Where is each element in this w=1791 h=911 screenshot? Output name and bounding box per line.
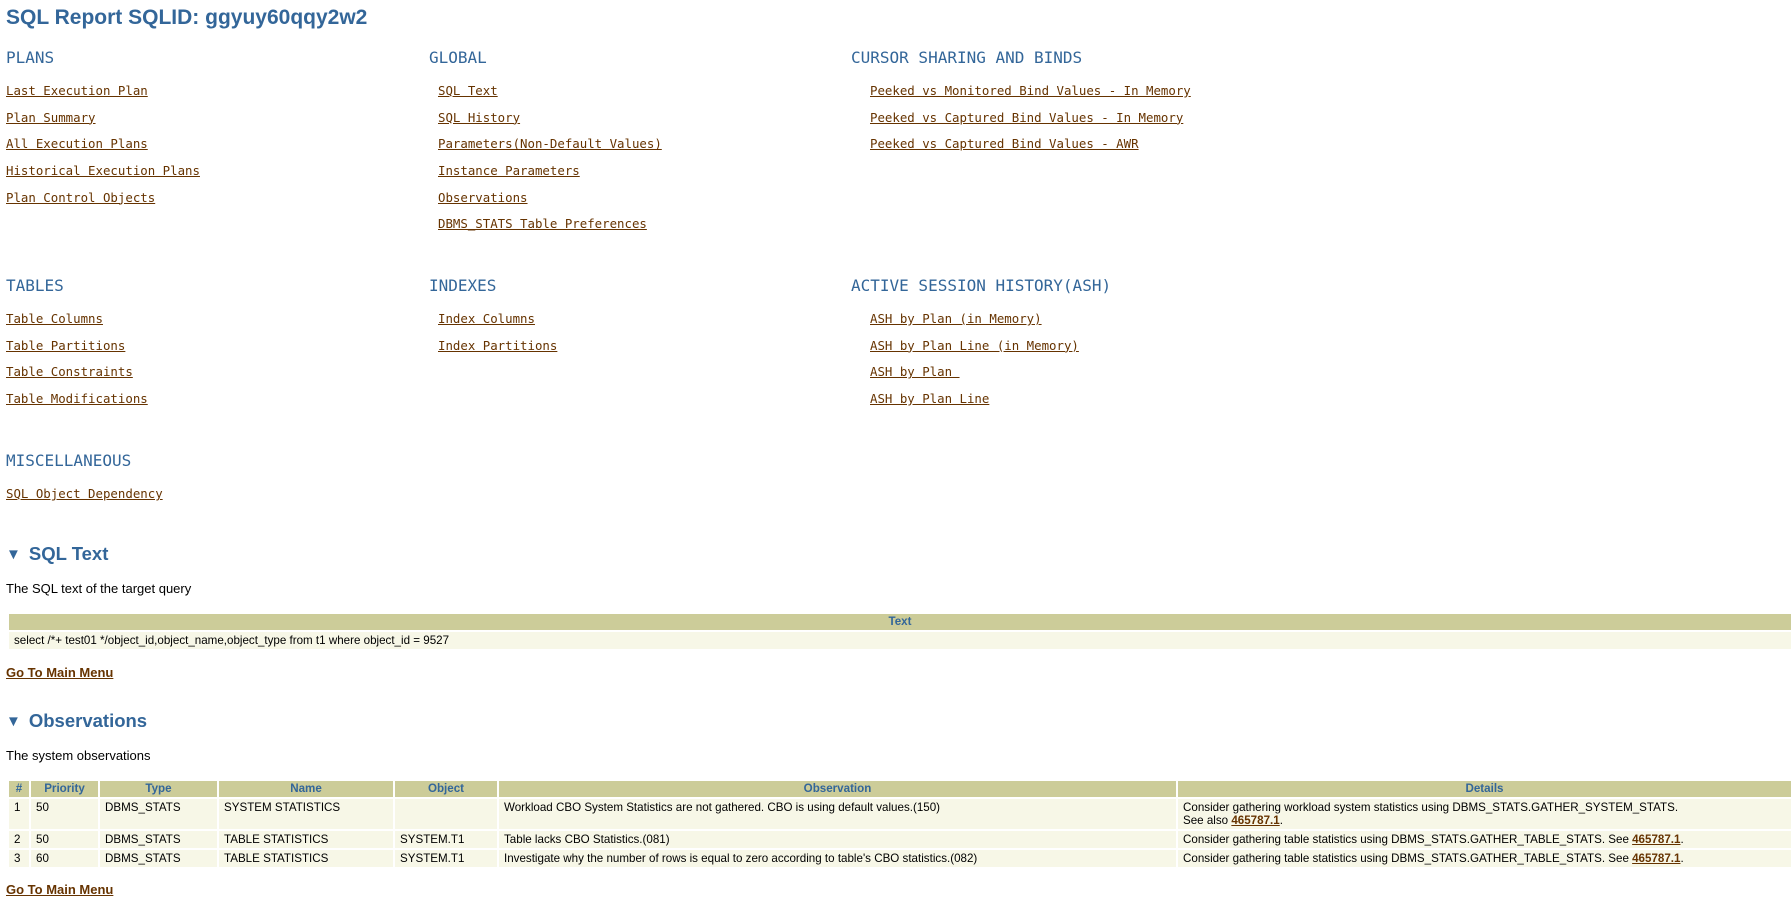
observations-heading-label: Observations bbox=[28, 710, 148, 731]
sql-text-heading-label: SQL Text bbox=[28, 543, 109, 564]
cell-type: DBMS_STATS bbox=[100, 831, 217, 848]
column-header-type: Type bbox=[100, 781, 217, 797]
note-link[interactable]: 465787.1 bbox=[1632, 833, 1681, 846]
menu-heading-misc: MISCELLANEOUS bbox=[6, 451, 132, 470]
menu-section-indexes bbox=[429, 275, 557, 359]
page-title: SQL Report SQLID: ggyuy60qqy2w2 bbox=[6, 6, 368, 29]
menu-link-plan-summary[interactable]: Plan Summary bbox=[6, 109, 96, 125]
menu-heading-indexes: INDEXES bbox=[429, 276, 497, 295]
details-suffix: . bbox=[1279, 814, 1283, 827]
menu-heading-plans: PLANS bbox=[6, 48, 55, 67]
column-header-text: Text bbox=[9, 614, 1791, 630]
menu-section-cursor-sharing bbox=[851, 47, 1191, 158]
cell-name: TABLE STATISTICS bbox=[219, 831, 393, 848]
go-to-main-menu-link[interactable]: Go To Main Menu bbox=[6, 665, 114, 680]
table-row bbox=[9, 850, 1791, 867]
cell-object: SYSTEM.T1 bbox=[395, 850, 497, 867]
table-row bbox=[9, 831, 1791, 848]
menu-link-sql-history[interactable]: SQL History bbox=[438, 109, 521, 125]
cell-num: 2 bbox=[9, 831, 29, 848]
menu-heading-cursor-sharing: CURSOR SHARING AND BINDS bbox=[851, 48, 1083, 67]
cell-details bbox=[1178, 831, 1791, 848]
column-header-name: Name bbox=[219, 781, 393, 797]
menu-link-table-partitions[interactable]: Table Partitions bbox=[6, 337, 126, 353]
menu-link-ash-by-plan-line[interactable]: ASH by Plan Line bbox=[870, 391, 990, 407]
menu-link-all-execution-plans[interactable]: All Execution Plans bbox=[6, 136, 148, 152]
cell-type: DBMS_STATS bbox=[100, 799, 217, 829]
table-header-row bbox=[9, 781, 1791, 797]
details-text: Consider gathering table statistics using DBMS_STATS.GATHER_TABLE_STATS. See bbox=[1183, 852, 1633, 865]
menu-link-historical-execution-plans[interactable]: Historical Execution Plans bbox=[6, 163, 200, 179]
sql-text-value: select /*+ test01 */object_id,object_name,object_type from t1 where object_id = 9527 bbox=[9, 632, 1791, 649]
cell-priority: 50 bbox=[31, 799, 98, 829]
menu-link-sql-text[interactable]: SQL Text bbox=[438, 83, 498, 98]
menu-section-global bbox=[429, 47, 662, 238]
note-link[interactable]: 465787.1 bbox=[1632, 852, 1681, 865]
observations-table bbox=[7, 779, 1791, 869]
menu-link-parameters-non-default[interactable]: Parameters(Non-Default Values) bbox=[438, 136, 662, 152]
observations-section-heading[interactable] bbox=[6, 710, 147, 732]
cell-name: SYSTEM STATISTICS bbox=[219, 799, 393, 829]
menu-link-ash-by-plan[interactable]: ASH by Plan bbox=[870, 364, 960, 380]
cell-type: DBMS_STATS bbox=[100, 850, 217, 867]
menu-link-dbms-stats-table-preferences[interactable]: DBMS_STATS Table Preferences bbox=[438, 216, 647, 232]
details-suffix: . bbox=[1680, 833, 1684, 846]
menu-heading-global: GLOBAL bbox=[429, 48, 487, 67]
cell-num: 1 bbox=[9, 799, 29, 829]
cell-priority: 50 bbox=[31, 831, 98, 848]
menu-section-plans bbox=[6, 47, 200, 211]
details-see-also: See also bbox=[1183, 814, 1232, 827]
menu-link-table-columns[interactable]: Table Columns bbox=[6, 311, 103, 326]
menu-link-ash-by-plan-line-memory[interactable]: ASH by Plan Line (in Memory) bbox=[870, 337, 1079, 353]
menu-link-last-execution-plan[interactable]: Last Execution Plan bbox=[6, 83, 148, 98]
menu-link-plan-control-objects[interactable]: Plan Control Objects bbox=[6, 189, 156, 205]
table-row bbox=[9, 799, 1791, 829]
menu-link-peeked-vs-captured-awr[interactable]: Peeked vs Captured Bind Values - AWR bbox=[870, 136, 1139, 152]
details-text: Consider gathering workload system statistics using DBMS_STATS.GATHER_SYSTEM_STATS. bbox=[1183, 801, 1679, 814]
go-to-main-menu-link[interactable]: Go To Main Menu bbox=[6, 882, 114, 897]
cell-num: 3 bbox=[9, 850, 29, 867]
cell-observation: Table lacks CBO Statistics.(081) bbox=[499, 831, 1176, 848]
menu-link-ash-by-plan-memory[interactable]: ASH by Plan (in Memory) bbox=[870, 311, 1042, 326]
menu-link-peeked-vs-monitored-memory[interactable]: Peeked vs Monitored Bind Values - In Memory bbox=[870, 83, 1191, 98]
menu-link-index-partitions[interactable]: Index Partitions bbox=[438, 337, 558, 353]
collapse-triangle-icon[interactable]: ▼ bbox=[6, 712, 21, 730]
menu-heading-ash: ACTIVE SESSION HISTORY(ASH) bbox=[851, 276, 1112, 295]
menu-link-instance-parameters[interactable]: Instance Parameters bbox=[438, 163, 580, 179]
menu-link-peeked-vs-captured-memory[interactable]: Peeked vs Captured Bind Values - In Memory bbox=[870, 109, 1184, 125]
collapse-triangle-icon[interactable]: ▼ bbox=[6, 545, 21, 563]
note-link[interactable]: 465787.1 bbox=[1231, 814, 1280, 827]
menu-section-ash bbox=[851, 275, 1111, 413]
cell-observation: Investigate why the number of rows is equal to zero according to table's CBO statistics.(082) bbox=[499, 850, 1176, 867]
column-header-details: Details bbox=[1178, 781, 1791, 797]
column-header-object: Object bbox=[395, 781, 497, 797]
sql-text-table bbox=[7, 612, 1791, 651]
column-header-observation: Observation bbox=[499, 781, 1176, 797]
menu-section-misc bbox=[6, 450, 163, 508]
sql-text-section-heading[interactable] bbox=[6, 543, 108, 565]
cell-priority: 60 bbox=[31, 850, 98, 867]
menu-link-sql-object-dependency[interactable]: SQL Object Dependency bbox=[6, 486, 163, 501]
cell-details bbox=[1178, 850, 1791, 867]
cell-name: TABLE STATISTICS bbox=[219, 850, 393, 867]
menu-heading-tables: TABLES bbox=[6, 276, 64, 295]
observations-description: The system observations bbox=[6, 748, 151, 763]
menu-link-table-constraints[interactable]: Table Constraints bbox=[6, 364, 133, 380]
column-header-num: # bbox=[9, 781, 29, 797]
menu-link-table-modifications[interactable]: Table Modifications bbox=[6, 391, 148, 407]
cell-observation: Workload CBO System Statistics are not gathered. CBO is using default values.(150) bbox=[499, 799, 1176, 829]
menu-link-index-columns[interactable]: Index Columns bbox=[438, 311, 535, 326]
details-text: Consider gathering table statistics using DBMS_STATS.GATHER_TABLE_STATS. See bbox=[1183, 833, 1633, 846]
sql-text-description: The SQL text of the target query bbox=[6, 581, 192, 596]
cell-object bbox=[395, 799, 497, 829]
menu-section-tables bbox=[6, 275, 148, 413]
menu-link-observations[interactable]: Observations bbox=[438, 189, 528, 205]
cell-object: SYSTEM.T1 bbox=[395, 831, 497, 848]
column-header-priority: Priority bbox=[31, 781, 98, 797]
details-suffix: . bbox=[1680, 852, 1684, 865]
cell-details bbox=[1178, 799, 1791, 829]
